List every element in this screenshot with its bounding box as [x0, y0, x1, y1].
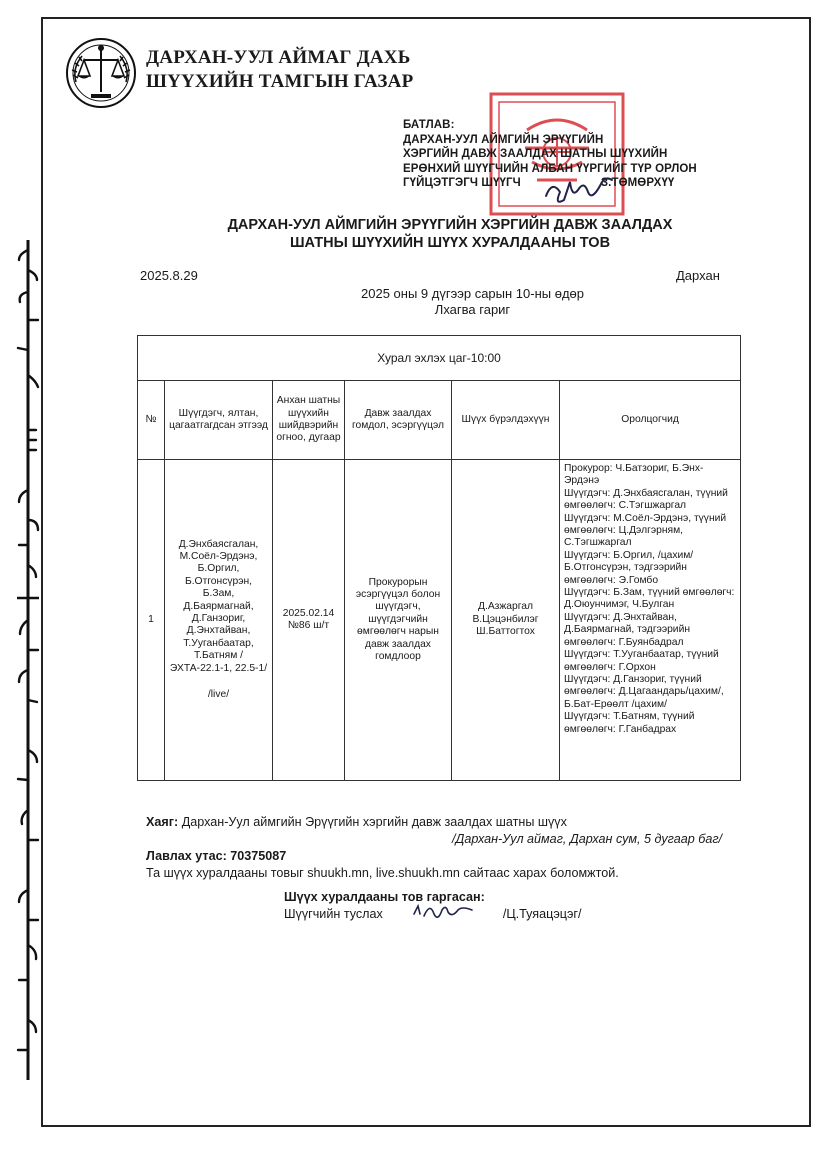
hearing-date-text: 2025 оны 9 дүгээр сарын 10-ны өдөр	[361, 286, 584, 301]
assistant-signature	[410, 900, 480, 922]
col-header-appeal: Давж заалдах гомдол, эсэргүүцэл	[345, 381, 452, 460]
col-header-panel: Шүүх бүрэлдэхүүн	[452, 381, 560, 460]
row-first-instance-no: №86 ш/т	[287, 620, 330, 631]
row-first-instance-cell	[273, 460, 345, 781]
participant-entry: Шүүгдэгч: Б.Зам, түүний өмгөөлөгч: Д.Оюунчимэг, Ч.Булган	[564, 587, 735, 611]
organization-name	[146, 46, 413, 94]
hearing-weekday: Лхагва гариг	[434, 302, 511, 317]
participant-entry: Шүүгдэгч: Б.Оргил, /цахим/ Б.Отгонсүрэн, тэдгээрийн өмгөөлөгч: Э.Гомбо	[564, 549, 694, 586]
row-live-note: /live/	[207, 689, 230, 701]
row-parties: Д.Энхбаясгалан, М.Соёл-Эрдэнэ, Б.Оргил, Б.Отгонсүрэн, Б.Зам, Д.Баярмагнай, Д.Ганзориг, Д.Энхтайван, Т.Ууганбаатар, Т.Батням /ЭХТА-22.1-1, 22.5-1/	[169, 538, 268, 674]
org-line-2: ШҮҮХИЙН ТАМГЫН ГАЗАР	[146, 71, 414, 92]
approval-line-4: ГҮЙЦЭТГЭГЧ ШҮҮГЧ	[403, 177, 521, 190]
footer	[146, 814, 723, 882]
org-line-1: ДАРХАН-УУЛ АЙМАГ ДАХЬ	[146, 47, 411, 68]
schedule-table	[137, 335, 741, 781]
mongolian-script-line	[14, 200, 42, 1080]
start-time: Хурал эхлэх цаг-10:00	[138, 336, 741, 381]
row-panel-cell	[452, 460, 560, 781]
participant-entry: Шүүгдэгч: Д.Энхтайван, Д.Баярмагнай, тэдгээрийн өмгөөлөгч: Г.Буянбадрал	[564, 611, 691, 648]
document-title	[150, 216, 750, 252]
col-header-no: №	[138, 381, 165, 460]
approval-line-2: ХЭРГИЙН ДАВЖ ЗААЛДАХ ШАТНЫ ШҮҮХИЙН	[403, 148, 668, 161]
row-parties-cell	[165, 460, 273, 781]
address-label: Хаяг:	[146, 815, 179, 829]
participant-entry: Шүүгдэгч: Д.Энхбаясгалан, түүний өмгөөлөгч: С.Тэгшжаргал	[564, 487, 728, 512]
address-line	[146, 814, 619, 831]
panel-judge: Ш.Баттогтох	[476, 626, 535, 638]
row-first-instance-date: 2025.02.14	[282, 607, 335, 619]
panel-judge: Д.Азжаргал	[477, 601, 534, 613]
row-no: 1	[138, 460, 165, 781]
phone-label: Лавлах утас:	[146, 849, 227, 863]
start-time-row	[138, 336, 741, 381]
panel-judge: В.Цэцэнбилэг	[472, 613, 539, 625]
address-text: Дархан-Уул аймгийн Эрүүгийн хэргийн давж заалдах шатны шүүх	[181, 815, 567, 829]
participant-entry: Шүүгдэгч: Д.Ганзориг, түүний өмгөөлөгч: Д.Цагаандарь/цахим/, Б.Бат-Ерөөлт /цахим/	[564, 673, 724, 710]
prepared-label: Шүүх хуралдааны тов гаргасан:	[284, 890, 485, 904]
approval-signer-name: З.ТӨМӨРХҮҮ	[600, 177, 675, 190]
participant-entry: Прокурор: Ч.Батзориг, Б.Энх-Эрдэнэ	[564, 463, 704, 487]
city: Дархан	[676, 268, 720, 283]
table-row	[138, 460, 741, 781]
participant-entry: Шүүгдэгч: М.Соёл-Эрдэнэ, түүний өмгөөлөгч: Ц.Дэлгэрням, С.Тэгшжаргал	[564, 512, 727, 549]
table-header-row	[138, 381, 741, 460]
title-line-2: ШАТНЫ ШҮҮХИЙН ШҮҮХ ХУРАЛДААНЫ ТОВ	[289, 235, 611, 251]
hearing-date	[200, 286, 745, 318]
approval-label: БАТЛАВ:	[403, 119, 455, 131]
approval-line-3: ЕРӨНХИЙ ШҮҮГЧИЙН АЛБАН ҮҮРГИЙГ ТҮР ОРЛОН	[403, 162, 697, 175]
prepared-role: Шүүгчийн туслах	[284, 907, 383, 921]
participant-entry: Шүүгдэгч: Т.Ууганбаатар, түүний өмгөөлөгч: Г.Орхон	[564, 649, 719, 673]
title-line-1: ДАРХАН-УУЛ АЙМГИЙН ЭРҮҮГИЙН ХЭРГИЙН ДАВЖ ЗААЛДАХ	[227, 217, 673, 233]
col-header-first-instance: Анхан шатны шүүхийн шийдвэрийн огноо, дугаар	[273, 381, 345, 460]
participant-entry: Шүүгдэгч: Т.Батням, түүний өмгөөлөгч: Г.Ганбадрах	[564, 711, 695, 735]
phone-number: 70375087	[230, 849, 287, 863]
row-participants-cell	[560, 460, 741, 781]
issue-date: 2025.8.29	[140, 268, 198, 283]
row-appeal: Прокурорын эсэргүүцэл болон шүүгдэгч, шүүгдэгчийн өмгөөлөгч нарын давж заалдах гомдлоор	[345, 460, 452, 781]
col-header-participants: Оролцогчид	[560, 381, 741, 460]
website-note: Та шүүх хуралдааны товыг shuukh.mn, live.shuukh.mn сайтаас харах боломжтой.	[146, 866, 619, 880]
approval-line-1: ДАРХАН-УУЛ АЙМГИЙН ЭРҮҮГИЙН	[403, 133, 604, 146]
court-emblem-icon	[64, 36, 138, 110]
phone-line	[146, 848, 619, 865]
prepared-name: /Ц.Туяацэцэг/	[502, 907, 582, 921]
address-location: /Дархан-Уул аймаг, Дархан сум, 5 дугаар баг/	[452, 832, 723, 846]
col-header-parties: Шүүгдэгч, ялтан, цагаатгагдсан этгээд	[165, 381, 273, 460]
judge-signature	[540, 172, 620, 208]
